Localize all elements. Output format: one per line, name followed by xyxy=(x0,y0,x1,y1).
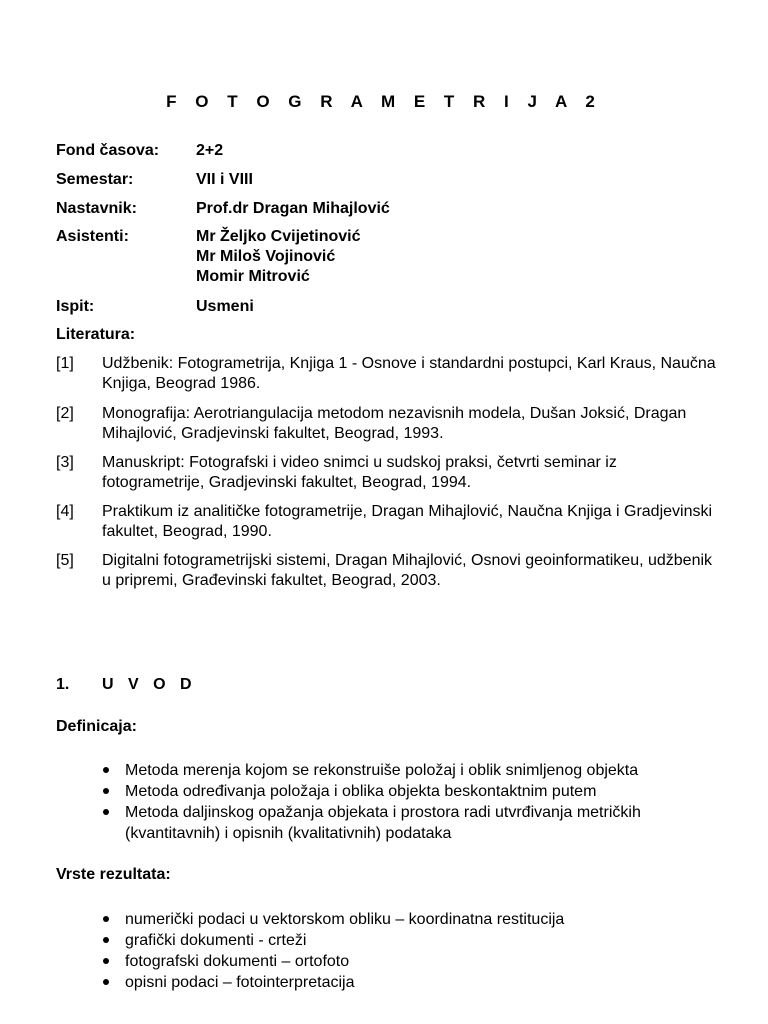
semestar-label: Semestar: xyxy=(56,171,134,188)
list-item xyxy=(100,909,720,930)
bullet-icon xyxy=(103,958,109,964)
bullet-icon xyxy=(103,937,109,943)
reference-text: Praktikum iz analitičke fotogrametrije, Dragan Mihajlović, Naučna Knjiga i Gradjevinski fakultet, Beograd, 1990. xyxy=(102,503,713,540)
ispit-label: Ispit: xyxy=(56,298,95,315)
fond-value: 2+2 xyxy=(196,142,224,159)
bullet-icon xyxy=(103,916,109,922)
reference-text: Manuskript: Fotografski i video snimci u sudskoj praksi, četvrti seminar iz fotogrametrije, Gradjevinski fakultet, Beograd, 1994. xyxy=(102,454,617,491)
list-item-text: Metoda određivanja položaja i oblika objekta beskontaktnim putem xyxy=(125,783,597,800)
nastavnik-label: Nastavnik: xyxy=(56,200,137,217)
reference-number: [4] xyxy=(56,503,74,520)
asistenti-list xyxy=(196,227,360,287)
bullet-icon xyxy=(103,767,109,773)
reference-number: [2] xyxy=(56,405,74,422)
asistent-name: Momir Mitrović xyxy=(196,268,310,285)
bullet-icon xyxy=(103,788,109,794)
section-number: 1. xyxy=(56,676,70,693)
reference-number: [1] xyxy=(56,355,74,372)
list-item xyxy=(100,781,720,802)
definicija-list xyxy=(100,760,720,844)
semestar-value: VII i VIII xyxy=(196,171,253,188)
vrste-list xyxy=(100,909,720,993)
asistenti-label: Asistenti: xyxy=(56,228,129,245)
ispit-value: Usmeni xyxy=(196,298,254,315)
list-item-text: numerički podaci u vektorskom obliku – koordinatna restitucija xyxy=(125,911,565,928)
bullet-icon xyxy=(103,809,109,815)
reference-text: Monografija: Aerotriangulacija metodom nezavisnih modela, Dušan Joksić, Dragan Mihajlović, Gradjevinski fakultet, Beograd, 1993. xyxy=(102,405,687,442)
list-item-text: opisni podaci – fotointerpretacija xyxy=(125,974,355,991)
list-item xyxy=(100,972,720,993)
reference-number: [3] xyxy=(56,454,74,471)
fond-label: Fond časova: xyxy=(56,142,160,159)
reference-number: [5] xyxy=(56,552,74,569)
list-item xyxy=(100,930,720,951)
bullet-icon xyxy=(103,979,109,985)
reference-text: Udžbenik: Fotogrametrija, Knjiga 1 - Osnove i standardni postupci, Karl Kraus, Naučna Knjiga, Beograd 1986. xyxy=(102,355,716,392)
literatura-heading: Literatura: xyxy=(56,326,136,343)
document-title: F O T O G R A M E T R I J A 2 xyxy=(166,92,602,111)
list-item xyxy=(100,951,720,972)
asistent-name: Mr Željko Cvijetinović xyxy=(196,228,361,245)
definicija-heading: Definicaja: xyxy=(56,718,137,735)
list-item xyxy=(100,802,720,844)
vrste-heading: Vrste rezultata: xyxy=(56,866,171,883)
asistent-name: Mr Miloš Vojinović xyxy=(196,248,336,265)
list-item-text: Metoda daljinskog opažanja objekata i prostora radi utvrđivanja metričkih (kvantitavnih) i opisnih (kvalitativnih) podataka xyxy=(125,804,641,842)
list-item-text: Metoda merenja kojom se rekonstruiše položaj i oblik snimljenog objekta xyxy=(125,762,639,779)
reference-text: Digitalni fotogrametrijski sistemi, Dragan Mihajlović, Osnovi geoinformatikeu, udžbenik u pripremi, Građevinski fakultet, Beograd, 2003. xyxy=(102,552,713,589)
list-item-text: grafički dokumenti - crteži xyxy=(125,932,307,949)
list-item xyxy=(100,760,720,781)
section-title: U V O D xyxy=(102,676,197,693)
nastavnik-value: Prof.dr Dragan Mihajlović xyxy=(196,200,390,217)
list-item-text: fotografski dokumenti – ortofoto xyxy=(125,953,350,970)
